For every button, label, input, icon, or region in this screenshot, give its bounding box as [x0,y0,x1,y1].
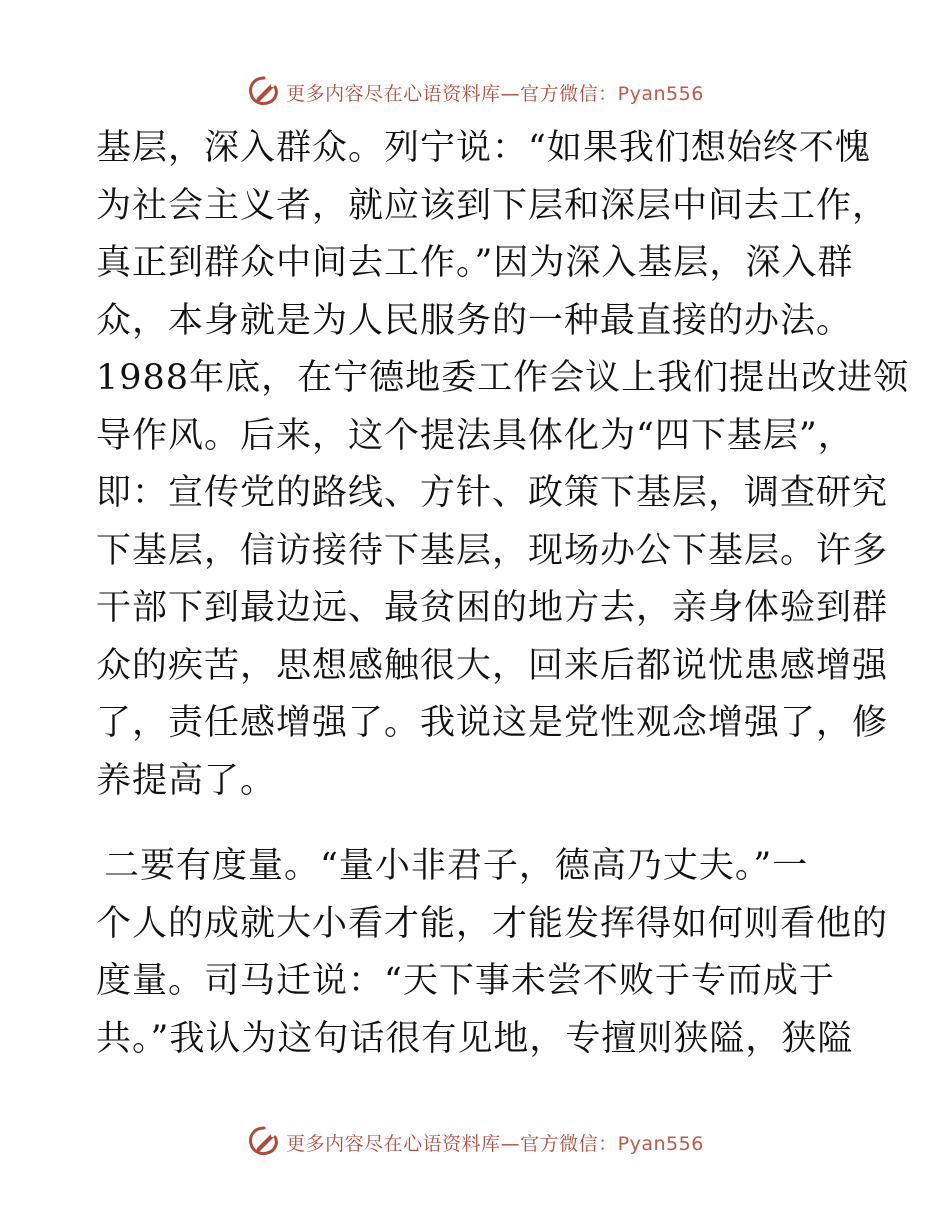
header-watermark [0,72,950,112]
text-line: 下基层，信访接待下基层，现场办公下基层。许多 [96,530,889,571]
text-line: 为社会主义者，就应该到下层和深层中间去工作， [96,185,889,226]
text-line: 众的疾苦，思想感触很大，回来后都说忧患感增强 [96,645,889,686]
text-line: 基层，深入群众。列宁说：“如果我们想始终不愧 [96,128,871,168]
watermark-text: 更多内容尽在心语资料库—官方微信：Pyan556 [286,1132,704,1155]
document-body [96,120,910,1068]
text-line: 众，本身就是为人民服务的一种最直接的办法。 [96,300,853,341]
footer-watermark [0,1122,950,1162]
text-line: 了，责任感增强了。我说这是党性观念增强了，修 [96,703,889,743]
paragraph-2 [96,838,889,1068]
text-line: 养提高了。 [96,760,277,801]
text-line: 即：宣传党的路线、方针、政策下基层，调查研究 [96,473,889,513]
text-line: 干部下到最边远、最贫困的地方去，亲身体验到群 [96,588,889,628]
watermark-text: 更多内容尽在心语资料库—官方微信：Pyan556 [286,82,704,105]
text-line: 个人的成就大小看才能，才能发挥得如何则看他的 [96,903,889,944]
text-line: 1988年底，在宁德地委工作会议上我们提出改进领 [96,358,910,398]
red-pen-swirl-logo-icon [246,74,282,110]
paragraph-spacer [96,810,856,838]
paragraph-1 [96,120,910,810]
watermark-handle: Pyan556 [617,82,704,105]
text-line: 真正到群众中间去工作。”因为深入基层，深入群 [96,243,854,283]
red-pen-swirl-logo-icon [246,1124,282,1160]
watermark-handle: Pyan556 [617,1132,704,1155]
text-line: 共。”我认为这句话很有见地，专擅则狭隘，狭隘 [96,1018,854,1059]
text-line: 导作风。后来，这个提法具体化为“四下基层”， [96,415,854,456]
text-line: 二要有度量。“量小非君子，德高乃丈夫。”一 [104,846,809,886]
text-line: 度量。司马迁说：“天下事未尝不败于专而成于 [96,961,835,1001]
